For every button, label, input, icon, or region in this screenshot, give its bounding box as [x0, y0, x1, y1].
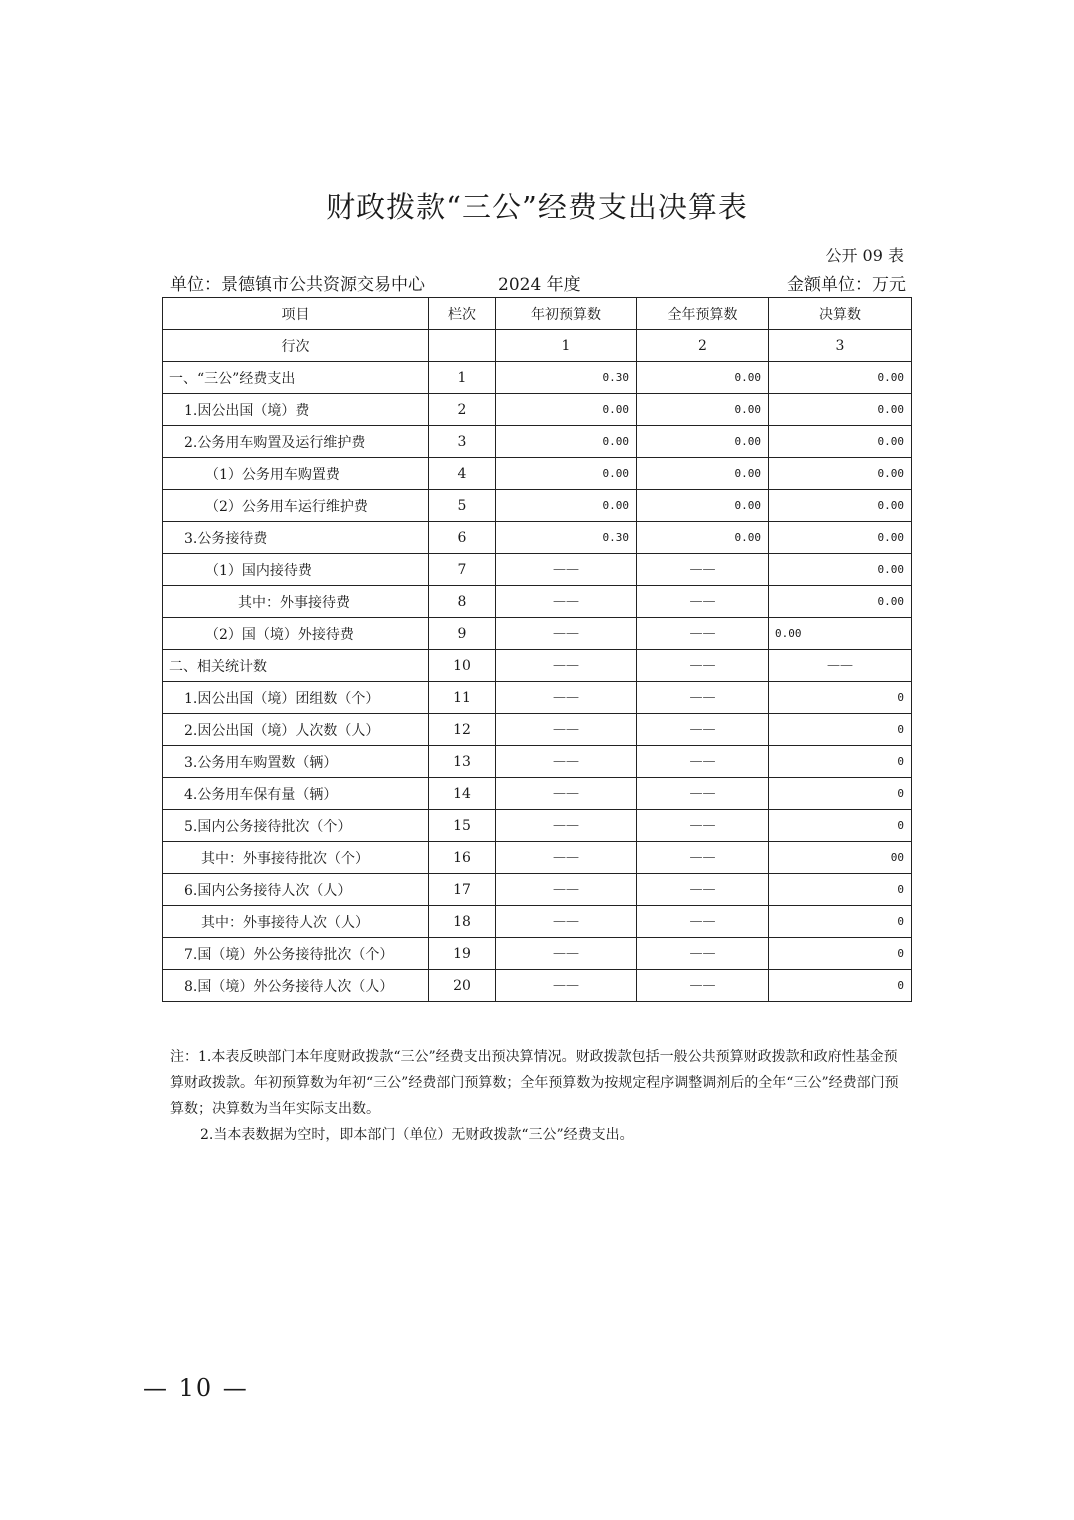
final-account-cell: 0.00: [769, 554, 912, 586]
note-1: 注：1.本表反映部门本年度财政拨款“三公”经费支出预决算情况。财政拨款包括一般公共预算财政拨款和政府性基金预算财政拨款。年初预算数为年初“三公”经费部门预算数；全年预算数为按规定程序调整调剂后的全年“三公”经费部门预算数；决算数为当年实际支出数。: [170, 1049, 899, 1117]
row-number: 12: [429, 714, 496, 746]
table-row: [163, 458, 912, 490]
initial-budget-cell: ——: [496, 714, 637, 746]
row-item-label: （2）国（境）外接待费: [163, 618, 429, 650]
initial-budget-cell: ——: [496, 618, 637, 650]
row-index-col: [429, 330, 496, 362]
initial-budget-cell: ——: [496, 938, 637, 970]
final-account-cell: 0: [769, 746, 912, 778]
row-item-label: 3.公务用车购置数（辆）: [163, 746, 429, 778]
full-budget-cell: 0.00: [637, 426, 769, 458]
row-item-label: 其中：外事接待人次（人）: [163, 906, 429, 938]
full-budget-cell: ——: [637, 810, 769, 842]
table-row: [163, 746, 912, 778]
full-budget-cell: ——: [637, 650, 769, 682]
full-budget-cell: ——: [637, 938, 769, 970]
header-final-account: 决算数: [769, 298, 912, 330]
row-item-label: 其中：外事接待费: [163, 586, 429, 618]
initial-budget-cell: 0.30: [496, 522, 637, 554]
final-account-cell: 0.00: [769, 362, 912, 394]
row-number: 2: [429, 394, 496, 426]
initial-budget-cell: ——: [496, 810, 637, 842]
full-budget-cell: 0.00: [637, 458, 769, 490]
full-budget-cell: ——: [637, 746, 769, 778]
row-item-label: 4.公务用车保有量（辆）: [163, 778, 429, 810]
final-account-cell: 0.00: [769, 490, 912, 522]
expense-table: [162, 297, 912, 1002]
full-budget-cell: ——: [637, 842, 769, 874]
table-row: [163, 778, 912, 810]
row-number: 9: [429, 618, 496, 650]
row-item-label: 5.国内公务接待批次（个）: [163, 810, 429, 842]
row-number: 5: [429, 490, 496, 522]
row-number: 4: [429, 458, 496, 490]
row-index-a: 1: [496, 330, 637, 362]
full-budget-cell: ——: [637, 874, 769, 906]
full-budget-cell: ——: [637, 586, 769, 618]
row-item-label: 2.公务用车购置及运行维护费: [163, 426, 429, 458]
row-item-label: 一、“三公”经费支出: [163, 362, 429, 394]
table-row: [163, 682, 912, 714]
row-number: 13: [429, 746, 496, 778]
page-number: — 10 —: [143, 1374, 249, 1402]
final-account-cell: 0: [769, 970, 912, 1002]
initial-budget-cell: 0.00: [496, 490, 637, 522]
row-item-label: 6.国内公务接待人次（人）: [163, 874, 429, 906]
table-row: [163, 618, 912, 650]
table-row: [163, 970, 912, 1002]
final-account-cell: 0: [769, 810, 912, 842]
row-item-label: 7.国（境）外公务接待批次（个）: [163, 938, 429, 970]
row-number: 11: [429, 682, 496, 714]
full-budget-cell: ——: [637, 970, 769, 1002]
final-account-cell: 0: [769, 906, 912, 938]
row-index-b: 2: [637, 330, 769, 362]
table-row: [163, 650, 912, 682]
row-item-label: 其中：外事接待批次（个）: [163, 842, 429, 874]
row-number: 20: [429, 970, 496, 1002]
row-number: 1: [429, 362, 496, 394]
final-account-cell: 0: [769, 874, 912, 906]
table-row: [163, 490, 912, 522]
table-row: [163, 426, 912, 458]
row-item-label: （2）公务用车运行维护费: [163, 490, 429, 522]
row-number: 3: [429, 426, 496, 458]
table-row: [163, 714, 912, 746]
table-row: [163, 554, 912, 586]
final-account-cell: 0.00: [769, 394, 912, 426]
header-initial-budget: 年初预算数: [496, 298, 637, 330]
full-budget-cell: ——: [637, 906, 769, 938]
full-budget-cell: ——: [637, 554, 769, 586]
table-row: [163, 810, 912, 842]
row-item-label: 1.因公出国（境）费: [163, 394, 429, 426]
initial-budget-cell: ——: [496, 586, 637, 618]
table-row: [163, 522, 912, 554]
final-account-cell: 0: [769, 682, 912, 714]
row-item-label: 二、相关统计数: [163, 650, 429, 682]
report-year: 2024 年度: [498, 275, 581, 295]
row-item-label: （1）国内接待费: [163, 554, 429, 586]
final-account-cell: 0: [769, 778, 912, 810]
full-budget-cell: ——: [637, 682, 769, 714]
final-account-cell: 0.00: [769, 458, 912, 490]
unit-label: 单位：景德镇市公共资源交易中心: [170, 275, 425, 295]
full-budget-cell: ——: [637, 778, 769, 810]
final-account-cell: 0: [769, 938, 912, 970]
row-item-label: 3.公务接待费: [163, 522, 429, 554]
table-row: [163, 586, 912, 618]
row-number: 7: [429, 554, 496, 586]
row-index-label: 行次: [163, 330, 429, 362]
final-account-cell: ——: [769, 650, 912, 682]
row-number: 15: [429, 810, 496, 842]
final-account-cell: 0: [769, 714, 912, 746]
final-account-cell: 0.00: [769, 426, 912, 458]
row-item-label: 8.国（境）外公务接待人次（人）: [163, 970, 429, 1002]
row-index-c: 3: [769, 330, 912, 362]
initial-budget-cell: ——: [496, 778, 637, 810]
form-code: 公开 09 表: [825, 246, 904, 265]
row-number: 6: [429, 522, 496, 554]
row-item-label: （1）公务用车购置费: [163, 458, 429, 490]
row-number: 10: [429, 650, 496, 682]
final-account-cell: 0.00: [769, 522, 912, 554]
table-header-row: [163, 298, 912, 330]
row-number: 14: [429, 778, 496, 810]
header-full-budget: 全年预算数: [637, 298, 769, 330]
initial-budget-cell: ——: [496, 650, 637, 682]
initial-budget-cell: 0.00: [496, 426, 637, 458]
row-number: 16: [429, 842, 496, 874]
row-number: 17: [429, 874, 496, 906]
row-number: 8: [429, 586, 496, 618]
row-number: 18: [429, 906, 496, 938]
row-number: 19: [429, 938, 496, 970]
full-budget-cell: ——: [637, 714, 769, 746]
row-item-label: 2.因公出国（境）人次数（人）: [163, 714, 429, 746]
header-col: 栏次: [429, 298, 496, 330]
initial-budget-cell: ——: [496, 746, 637, 778]
table-row: [163, 394, 912, 426]
full-budget-cell: ——: [637, 618, 769, 650]
note-2: 2.当本表数据为空时，即本部门（单位）无财政拨款“三公”经费支出。: [200, 1127, 634, 1143]
table-row: [163, 874, 912, 906]
full-budget-cell: 0.00: [637, 522, 769, 554]
initial-budget-cell: ——: [496, 842, 637, 874]
header-item: 项目: [163, 298, 429, 330]
initial-budget-cell: 0.30: [496, 362, 637, 394]
initial-budget-cell: ——: [496, 874, 637, 906]
initial-budget-cell: ——: [496, 906, 637, 938]
initial-budget-cell: 0.00: [496, 394, 637, 426]
final-account-cell: 0.00: [769, 586, 912, 618]
initial-budget-cell: 0.00: [496, 458, 637, 490]
row-index-row: [163, 330, 912, 362]
initial-budget-cell: ——: [496, 970, 637, 1002]
table-row: [163, 362, 912, 394]
report-meta: [170, 270, 906, 294]
row-item-label: 1.因公出国（境）团组数（个）: [163, 682, 429, 714]
initial-budget-cell: ——: [496, 682, 637, 714]
full-budget-cell: 0.00: [637, 490, 769, 522]
final-account-cell: 00: [769, 842, 912, 874]
table-row: [163, 906, 912, 938]
full-budget-cell: 0.00: [637, 394, 769, 426]
initial-budget-cell: ——: [496, 554, 637, 586]
full-budget-cell: 0.00: [637, 362, 769, 394]
page-title: 财政拨款“三公”经费支出决算表: [326, 190, 748, 224]
table-row: [163, 842, 912, 874]
table-row: [163, 938, 912, 970]
money-unit: 金额单位：万元: [787, 275, 906, 295]
final-account-cell: 0.00: [769, 618, 912, 650]
notes: [170, 1044, 910, 1148]
